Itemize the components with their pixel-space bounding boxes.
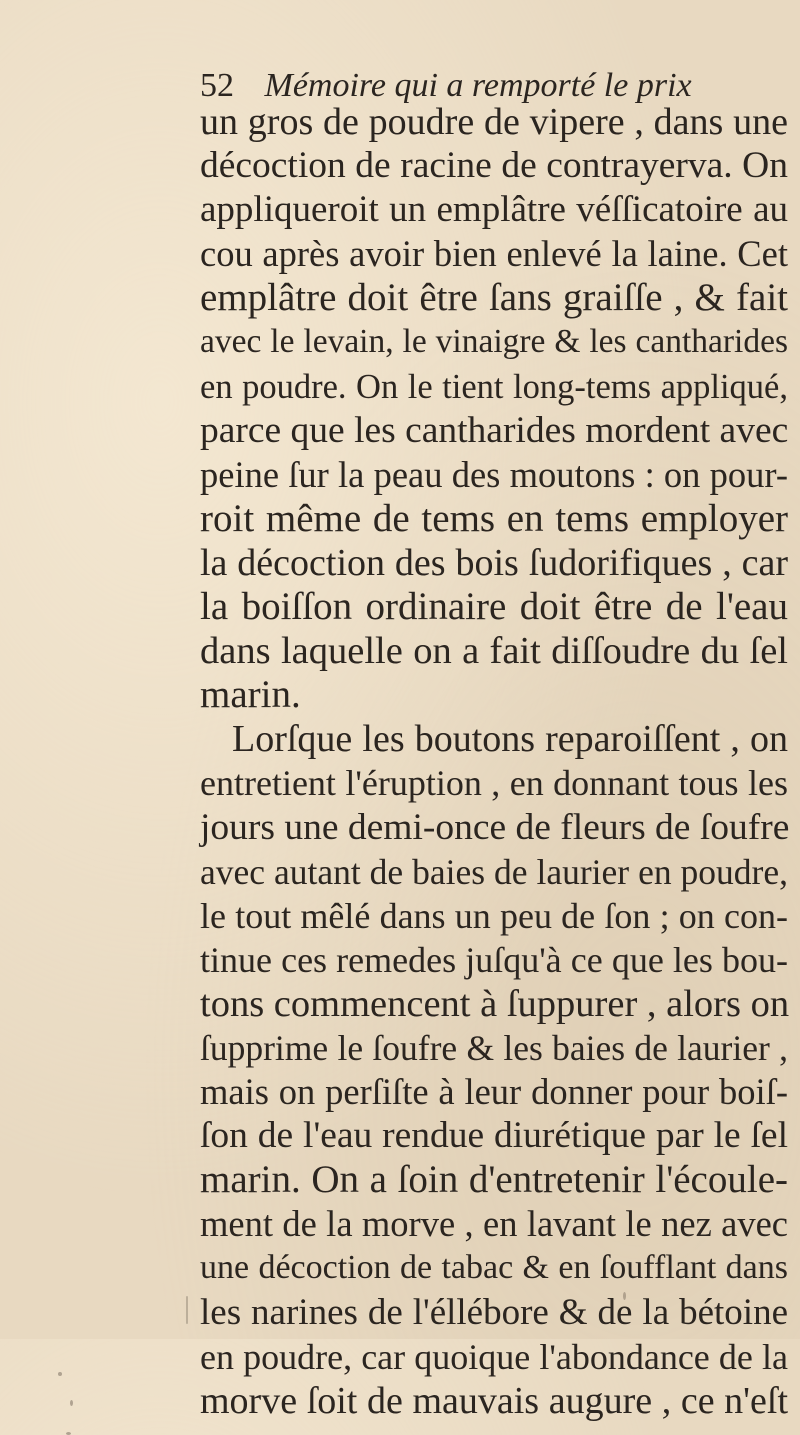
text-line: jours une demi-once de fleurs de ſoufre	[200, 806, 790, 848]
text-line: décoction de racine de contrayerva. On	[200, 145, 788, 187]
text-line: peine ſur la peau des moutons : on pour-	[200, 453, 788, 495]
text-line: roit même de tems en tems employer	[200, 496, 788, 540]
text-line: une décoction de tabac & en ſoufflant dans	[200, 1249, 788, 1287]
text-line: cou après avoir bien enlevé la laine. Cet	[200, 233, 788, 275]
running-title: Mémoire qui a remporté le prix	[264, 67, 692, 104]
text-line: mais on perſiſte à leur donner pour boiſ-	[200, 1071, 788, 1113]
text-line: appliqueroit un emplâtre véſſicatoire au	[200, 189, 788, 231]
text-line: emplâtre doit être ſans graiſſe , & fait	[200, 276, 788, 320]
text-line: entretient l'éruption , en donnant tous les	[200, 763, 788, 804]
text-line: ſupprime le ſoufre & les baies de laurier ,	[200, 1027, 788, 1068]
text-line: parce que les cantharides mordent avec	[200, 409, 789, 451]
text-line: Lorſque les boutons reparoiſſent , on	[232, 718, 788, 761]
ink-speck	[70, 1400, 73, 1406]
text-line: les narines de l'éllébore & de la bétoine	[200, 1291, 788, 1333]
body-text	[200, 100, 788, 1423]
text-line: marin. On a ſoin d'entretenir l'écoule-	[200, 1158, 788, 1202]
text-line: la boiſſon ordinaire doit être de l'eau	[200, 585, 788, 629]
ink-speck	[623, 1292, 626, 1300]
text-line: en poudre. On le tient long-tems appliqué,	[200, 367, 788, 406]
text-line: ment de la morve , en lavant le nez avec	[200, 1203, 788, 1245]
text-line: ſon de l'eau rendue diurétique par le ſel	[200, 1115, 788, 1157]
text-line: le tout mêlé dans un peu de ſon ; on con-	[200, 895, 788, 936]
text-line: en poudre, car quoique l'abondance de la	[200, 1336, 788, 1377]
page-number: 52	[200, 67, 234, 104]
ink-speck	[186, 1296, 188, 1324]
text-line: morve ſoit de mauvais augure , ce n'eſt	[200, 1379, 788, 1422]
text-line: un gros de poudre de vipere , dans une	[200, 101, 788, 143]
text-line: marin.	[200, 673, 301, 717]
text-line: avec autant de baies de laurier en poudre,	[200, 851, 788, 892]
text-line: tons commencent à ſuppurer , alors on	[200, 982, 790, 1025]
text-line: la décoction des bois ſudorifiques , car	[200, 541, 788, 584]
text-line: tinue ces remedes juſqu'à ce que les bou-	[200, 939, 788, 980]
text-line: avec le levain, le vinaigre & les cantharides	[200, 323, 788, 361]
ink-speck	[58, 1372, 62, 1376]
text-line: dans laquelle on a fait diſſoudre du ſel	[200, 630, 788, 673]
